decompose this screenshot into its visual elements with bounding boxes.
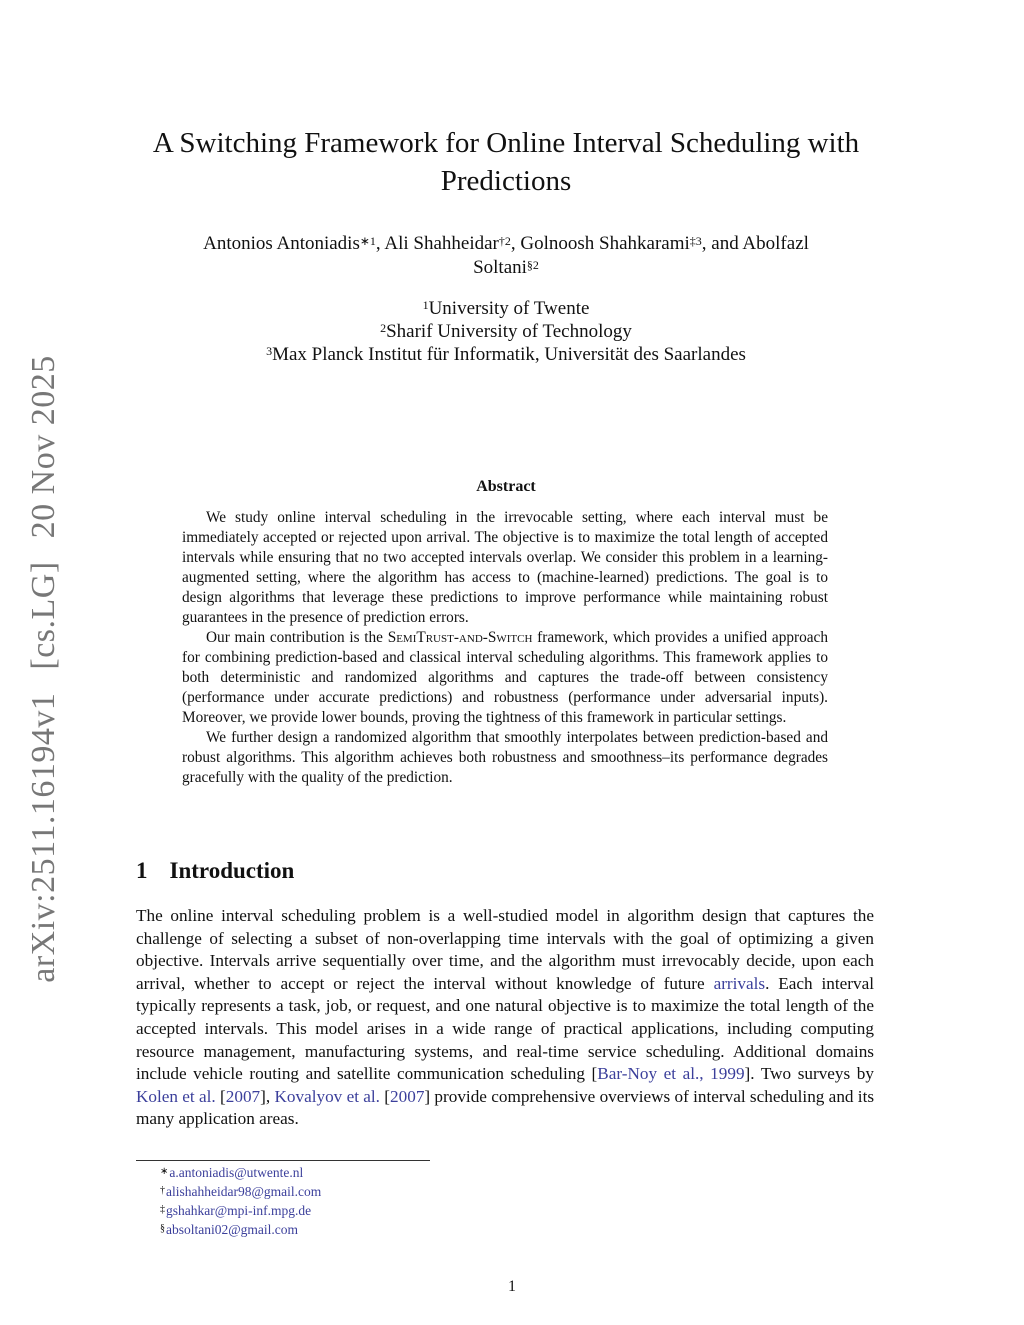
introduction-body (136, 905, 874, 1131)
citation-link-bar-noy[interactable]: Bar-Noy et al., 1999 (597, 1064, 745, 1084)
arxiv-sidebar-stamp (25, 341, 63, 982)
paper-title (136, 124, 876, 200)
abstract-paragraph: We further design a randomized algorithm that smoothly interpolates between prediction-based and robust algorithms. This algorithm achieves both robustness and smoothness–its performance degrades gracefully with the quality of the prediction. (182, 729, 828, 786)
intro-paragraph (136, 905, 874, 1131)
footnote (160, 1220, 321, 1239)
footnote-email-link[interactable]: a.antoniadis@utwente.nl (169, 1165, 304, 1180)
author-footnote-mark[interactable]: ‡3 (689, 234, 702, 248)
intro-text: [ (384, 1086, 391, 1106)
framework-name: SemiTrust-and-Switch (387, 629, 533, 646)
abstract-text: framework, which provides a unified approach for combining prediction-based and classical interval scheduling algorithms. This framework applies to both deterministic and randomized algorithms and captures the trade-off between consistency (performance under accurate predictions) and robustness (performance under adversarial inputs). Moreover, we provide lower bounds, proving the tightness of this framework in particular settings. (182, 629, 828, 726)
author-name: Golnoosh Shahkarami (520, 233, 690, 254)
title-line-2: Predictions (440, 165, 572, 197)
title-line-1: A Switching Framework for Online Interval Scheduling with (152, 127, 860, 159)
affiliation-mark: 2 (380, 321, 387, 335)
citation-link-kolen-year[interactable]: 2007 (225, 1086, 261, 1106)
abstract-heading: Abstract (476, 478, 536, 495)
footnote (160, 1163, 321, 1182)
arxiv-id[interactable]: arXiv:2511.16194v1 (25, 692, 62, 983)
citation-link-kovalyov[interactable]: Kovalyov et al. (274, 1086, 380, 1106)
footnote-mark: † (160, 1185, 165, 1196)
footnote-list (160, 1163, 321, 1239)
arxiv-date: 20 Nov 2025 (25, 355, 62, 539)
abstract-text: Our main contribution is the (206, 629, 383, 646)
affiliation-name: Max Planck Institut für Informatik, Universität des Saarlandes (272, 344, 746, 365)
footnote-divider (136, 1160, 430, 1161)
abstract-paragraph: We study online interval scheduling in the irrevocable setting, where each interval must be immediately accepted or rejected upon arrival. The objective is to maximize the total length of accepted intervals while ensuring that no two accepted intervals overlap. We consider this problem in a learning-augmented setting, where the algorithm has access to (machine-learned) predictions. The goal is to design algorithms that leverage these predictions to improve performance while maintaining robust guarantees in the presence of prediction errors. (182, 509, 828, 626)
author-name-prefix: and Abolfazl (711, 233, 809, 254)
author-name: Antonios Antoniadis (203, 233, 360, 254)
page-number: 1 (508, 1278, 516, 1295)
arxiv-category: [cs.LG] (25, 561, 62, 670)
intro-text: ], (260, 1086, 271, 1106)
affiliation-list (136, 297, 876, 366)
intro-text: ] provide comprehensive overviews of interval scheduling and its many application areas. (136, 1086, 875, 1129)
abstract-body (182, 508, 828, 788)
citation-link-kolen[interactable]: Kolen et al. (136, 1086, 216, 1106)
footnote-email-link[interactable]: gshahkar@mpi-inf.mpg.de (166, 1203, 312, 1218)
footnote-mark: ‡ (160, 1204, 165, 1215)
footnote-mark: § (160, 1223, 165, 1234)
affiliation (136, 297, 876, 320)
affiliation (136, 343, 876, 366)
affiliation (136, 320, 876, 343)
intro-text: [ (220, 1086, 226, 1106)
author-name: Soltani (473, 257, 527, 278)
affiliation-name: Sharif University of Technology (386, 321, 632, 342)
author-footnote-mark[interactable]: §2 (526, 258, 539, 272)
intro-text: . Each interval typically represents a task, job, or request, and one natural objective is to maximize the total length of the accepted intervals. This model arises in a wide range of practical applications, including computing resource management, manufacturing systems, and real-time service scheduling. Additional domains include vehicle routing and satellite communication scheduling [ (136, 973, 875, 1084)
author-list: Antonios Antoniadis$^{∗1}$, Ali Shahheidar$^{\dagger 2}$, Golnoosh Shahkarami$^{\ddagger 3}$, and Abolfazl Soltani$^{\S 2}$ (203, 233, 809, 278)
affiliation-name: University of Twente (428, 298, 590, 319)
footnote-mark: ∗ (160, 1166, 169, 1177)
affiliation-mark: 1 (422, 298, 429, 312)
citation-link-kovalyov-year[interactable]: 2007 (390, 1086, 425, 1106)
section-title: Introduction (169, 858, 295, 883)
intro-text: The online interval scheduling problem is a well-studied model in algorithm design that captures the challenge of selecting a subset of non-overlapping time intervals with the goal of optimizing a given objective. Intervals arrive sequentially over time, and the algorithm must irrevocably decide, upon each arrival, whether to accept or reject the interval without knowledge of future (136, 906, 874, 993)
author-footnote-mark[interactable]: †2 (498, 234, 511, 248)
arrivals-link[interactable]: arrivals (713, 973, 766, 993)
abstract-paragraph (182, 628, 828, 728)
footnote-email-link[interactable]: absoltani02@gmail.com (166, 1222, 299, 1237)
footnote (160, 1201, 321, 1220)
intro-text: ]. Two surveys by (744, 1064, 874, 1084)
affiliation-mark: 3 (266, 344, 273, 358)
footnote (160, 1182, 321, 1201)
section-number: 1 (136, 858, 148, 883)
author-footnote-mark[interactable]: ∗1 (359, 234, 376, 248)
author-name: Ali Shahheidar (384, 233, 499, 254)
footnote-email-link[interactable]: alishahheidar98@gmail.com (166, 1184, 322, 1199)
section-heading (136, 858, 294, 884)
